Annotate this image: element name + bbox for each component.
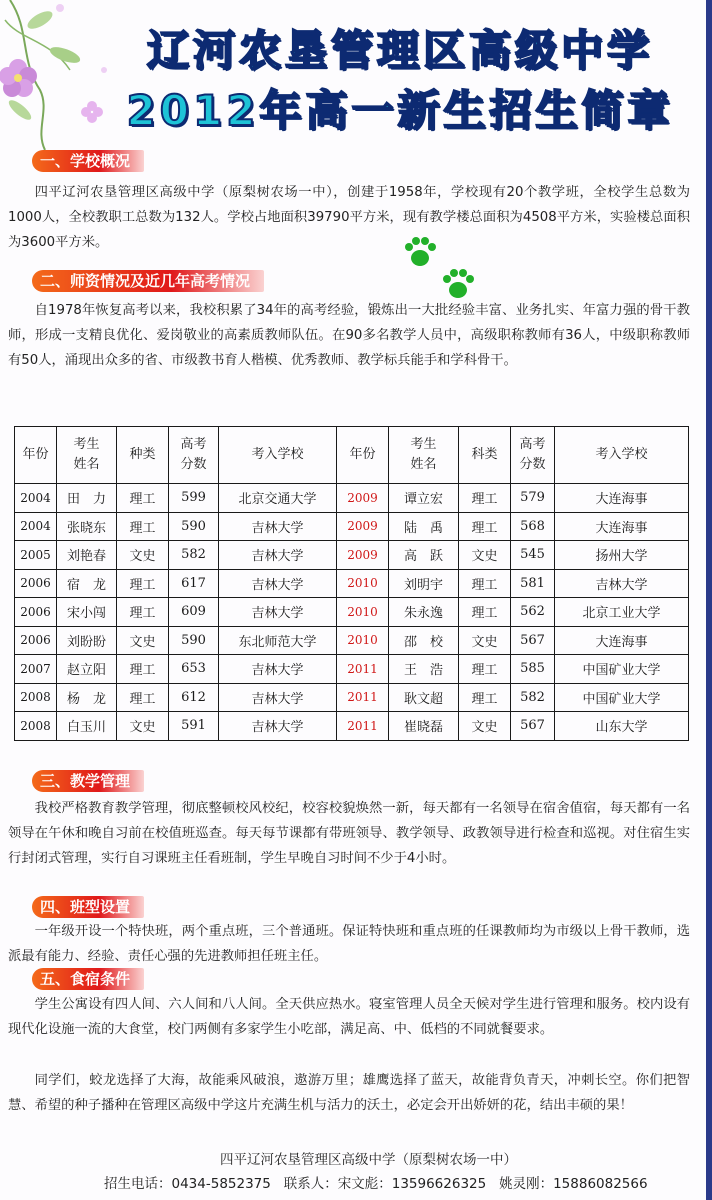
table-cell: 理工 bbox=[117, 655, 169, 684]
contact-name-2: 姚灵刚： bbox=[499, 1176, 554, 1192]
table-cell: 刘艳春 bbox=[57, 541, 117, 570]
table-cell: 653 bbox=[169, 655, 219, 684]
table-cell: 文史 bbox=[117, 712, 169, 741]
table-cell: 大连海事 bbox=[555, 626, 689, 655]
table-cell: 2004 bbox=[15, 512, 57, 541]
table-cell: 2009 bbox=[337, 541, 389, 570]
table-cell: 张晓东 bbox=[57, 512, 117, 541]
paw-print-icon bbox=[440, 266, 476, 302]
table-row bbox=[15, 712, 689, 741]
section-text-teachers: 自1978年恢复高考以来，我校积累了34年的高考经验，锻炼出一大批经验丰富、业务扎实、年富力强的骨干教师，形成一支精良优化、爱岗敬业的高素质教师队伍。在90多名教学人员中，高级职称教师有36人，中级职称教师有50人，涌现出众多的省、市级教书育人楷模、优秀教师、教学标兵能手和学科骨干。 bbox=[8, 303, 690, 368]
table-cell: 山东大学 bbox=[555, 712, 689, 741]
section-text-classes: 一年级开设一个特快班，两个重点班，三个普通班。保证特快班和重点班的任课教师均为市级以上骨干教师，选派最有能力、经验、责任心强的先进教师担任班主任。 bbox=[8, 924, 690, 964]
table-cell: 吉林大学 bbox=[555, 569, 689, 598]
table-cell: 朱永逸 bbox=[389, 598, 459, 627]
contact-phone-1: 13596626325 bbox=[391, 1176, 487, 1192]
page-title: 辽河农垦管理区高级中学 bbox=[146, 26, 653, 75]
table-cell: 东北师范大学 bbox=[219, 626, 337, 655]
table-cell: 612 bbox=[169, 683, 219, 712]
table-cell: 590 bbox=[169, 512, 219, 541]
table-cell: 吉林大学 bbox=[219, 569, 337, 598]
table-cell: 2005 bbox=[15, 541, 57, 570]
table-cell: 581 bbox=[511, 569, 555, 598]
exam-results-table bbox=[14, 426, 689, 741]
table-row bbox=[15, 655, 689, 684]
table-cell: 2010 bbox=[337, 626, 389, 655]
table-cell: 理工 bbox=[117, 569, 169, 598]
table-cell: 562 bbox=[511, 598, 555, 627]
table-cell: 545 bbox=[511, 541, 555, 570]
table-cell: 高 跃 bbox=[389, 541, 459, 570]
table-header-cell: 年份 bbox=[337, 427, 389, 484]
table-cell: 2006 bbox=[15, 626, 57, 655]
table-cell: 耿文超 bbox=[389, 683, 459, 712]
table-row bbox=[15, 683, 689, 712]
table-cell: 王 浩 bbox=[389, 655, 459, 684]
table-row bbox=[15, 626, 689, 655]
table-cell: 568 bbox=[511, 512, 555, 541]
table-header-cell: 考入学校 bbox=[555, 427, 689, 484]
contact-label: 联系人： bbox=[283, 1176, 338, 1192]
table-cell: 582 bbox=[511, 683, 555, 712]
table-cell: 567 bbox=[511, 712, 555, 741]
section-heading-teachers: 二、师资情况及近几年高考情况 bbox=[32, 270, 264, 292]
table-cell: 599 bbox=[169, 484, 219, 513]
table-cell: 文史 bbox=[459, 541, 511, 570]
table-header-cell: 种类 bbox=[117, 427, 169, 484]
table-cell: 赵立阳 bbox=[57, 655, 117, 684]
phone-label: 招生电话： bbox=[104, 1176, 172, 1192]
section-text-management: 我校严格教育教学管理，彻底整顿校风校纪，校容校貌焕然一新，每天都有一名领导在宿舍值宿，每天都有一名领导在午休和晚自习前在校值班巡查。每天每节课都有带班领导、教学领导、政教领导进行检查和巡视。对住宿生实行封闭式管理，实行自习课班主任看班制，学生早晚自习时间不少于4小时。 bbox=[8, 801, 690, 866]
table-cell: 吉林大学 bbox=[219, 712, 337, 741]
table-cell: 邵 校 bbox=[389, 626, 459, 655]
table-cell: 609 bbox=[169, 598, 219, 627]
section-heading-lodging: 五、食宿条件 bbox=[32, 968, 144, 990]
section-heading-classes: 四、班型设置 bbox=[32, 896, 144, 918]
table-cell: 理工 bbox=[117, 484, 169, 513]
table-cell: 理工 bbox=[459, 598, 511, 627]
table-cell: 吉林大学 bbox=[219, 683, 337, 712]
table-cell: 扬州大学 bbox=[555, 541, 689, 570]
contact-name-1: 宋文彪： bbox=[337, 1176, 392, 1192]
table-cell: 理工 bbox=[459, 569, 511, 598]
table-cell: 文史 bbox=[117, 626, 169, 655]
table-cell: 理工 bbox=[117, 512, 169, 541]
section-text-overview: 四平辽河农垦管理区高级中学（原梨树农场一中），创建于1958年，学校现有20个教学班，全校学生总数为1000人，全校教职工总数为132人。学校占地面积39790平方米，现有教学楼总面积为4508平方米，实验楼总面积为3600平方米。 bbox=[8, 185, 690, 250]
table-cell: 文史 bbox=[459, 712, 511, 741]
contact-phone-2: 15886082566 bbox=[553, 1176, 648, 1192]
table-cell: 刘盼盼 bbox=[57, 626, 117, 655]
table-cell: 吉林大学 bbox=[219, 541, 337, 570]
table-row bbox=[15, 569, 689, 598]
table-cell: 2006 bbox=[15, 598, 57, 627]
table-cell: 理工 bbox=[459, 512, 511, 541]
table-cell: 2009 bbox=[337, 512, 389, 541]
table-cell: 2010 bbox=[337, 598, 389, 627]
table-cell: 大连海事 bbox=[555, 484, 689, 513]
table-row bbox=[15, 598, 689, 627]
table-header-cell: 考入学校 bbox=[219, 427, 337, 484]
table-cell: 2007 bbox=[15, 655, 57, 684]
table-cell: 582 bbox=[169, 541, 219, 570]
closing-message: 同学们，蛟龙选择了大海，故能乘风破浪，遨游万里；雄鹰选择了蓝天，故能背负青天，冲刺长空。你们把智慧、希望的种子播种在管理区高级中学这片充满生机与活力的沃土，必定会开出娇妍的花，结出丰硕的果！ bbox=[8, 1073, 690, 1113]
table-cell: 北京工业大学 bbox=[555, 598, 689, 627]
table-cell: 591 bbox=[169, 712, 219, 741]
table-cell: 理工 bbox=[117, 683, 169, 712]
table-row bbox=[15, 512, 689, 541]
table-cell: 中国矿业大学 bbox=[555, 683, 689, 712]
table-cell: 杨 龙 bbox=[57, 683, 117, 712]
table-cell: 590 bbox=[169, 626, 219, 655]
table-cell: 谭立宏 bbox=[389, 484, 459, 513]
table-cell: 理工 bbox=[459, 655, 511, 684]
table-cell: 崔晓磊 bbox=[389, 712, 459, 741]
table-cell: 2011 bbox=[337, 655, 389, 684]
table-cell: 吉林大学 bbox=[219, 512, 337, 541]
table-cell: 宋小闯 bbox=[57, 598, 117, 627]
table-header-cell: 年份 bbox=[15, 427, 57, 484]
table-row bbox=[15, 541, 689, 570]
table-cell: 2011 bbox=[337, 712, 389, 741]
table-cell: 理工 bbox=[117, 598, 169, 627]
section-text-lodging: 学生公寓设有四人间、六人间和八人间。全天供应热水。寝室管理人员全天候对学生进行管理和服务。校内设有现代化设施一流的大食堂，校门两侧有多家学生小吃部，满足高、中、低档的不同就餐要求。 bbox=[8, 997, 690, 1037]
footer-school-name: 四平辽河农垦管理区高级中学（原梨树农场一中） bbox=[220, 1152, 517, 1168]
paw-print-icon bbox=[402, 234, 438, 270]
table-cell: 585 bbox=[511, 655, 555, 684]
table-header-cell: 考生姓名 bbox=[389, 427, 459, 484]
table-cell: 2004 bbox=[15, 484, 57, 513]
table-cell: 陆 禹 bbox=[389, 512, 459, 541]
table-cell: 吉林大学 bbox=[219, 655, 337, 684]
table-cell: 2009 bbox=[337, 484, 389, 513]
page-subtitle: 2012年高一新生招生简章 bbox=[126, 86, 674, 135]
table-cell: 2008 bbox=[15, 683, 57, 712]
table-cell: 理工 bbox=[459, 683, 511, 712]
table-cell: 刘明宇 bbox=[389, 569, 459, 598]
table-cell: 2008 bbox=[15, 712, 57, 741]
table-cell: 田 力 bbox=[57, 484, 117, 513]
section-heading-overview: 一、学校概况 bbox=[32, 150, 144, 172]
table-cell: 北京交通大学 bbox=[219, 484, 337, 513]
phone-number: 0434-5852375 bbox=[171, 1176, 271, 1192]
table-cell: 宿 龙 bbox=[57, 569, 117, 598]
table-header-row bbox=[15, 427, 689, 484]
table-cell: 白玉川 bbox=[57, 712, 117, 741]
footer-contact bbox=[104, 1172, 704, 1192]
table-header-cell: 科类 bbox=[459, 427, 511, 484]
table-cell: 2010 bbox=[337, 569, 389, 598]
section-heading-management: 三、教学管理 bbox=[32, 770, 144, 792]
table-row bbox=[15, 484, 689, 513]
table-header-cell: 考生姓名 bbox=[57, 427, 117, 484]
table-header-cell: 高考分数 bbox=[511, 427, 555, 484]
table-cell: 2006 bbox=[15, 569, 57, 598]
table-cell: 文史 bbox=[117, 541, 169, 570]
table-cell: 中国矿业大学 bbox=[555, 655, 689, 684]
table-header-cell: 高考分数 bbox=[169, 427, 219, 484]
table-cell: 567 bbox=[511, 626, 555, 655]
table-cell: 617 bbox=[169, 569, 219, 598]
table-cell: 理工 bbox=[459, 484, 511, 513]
table-cell: 2011 bbox=[337, 683, 389, 712]
table-cell: 大连海事 bbox=[555, 512, 689, 541]
table-cell: 吉林大学 bbox=[219, 598, 337, 627]
table-cell: 579 bbox=[511, 484, 555, 513]
table-cell: 文史 bbox=[459, 626, 511, 655]
